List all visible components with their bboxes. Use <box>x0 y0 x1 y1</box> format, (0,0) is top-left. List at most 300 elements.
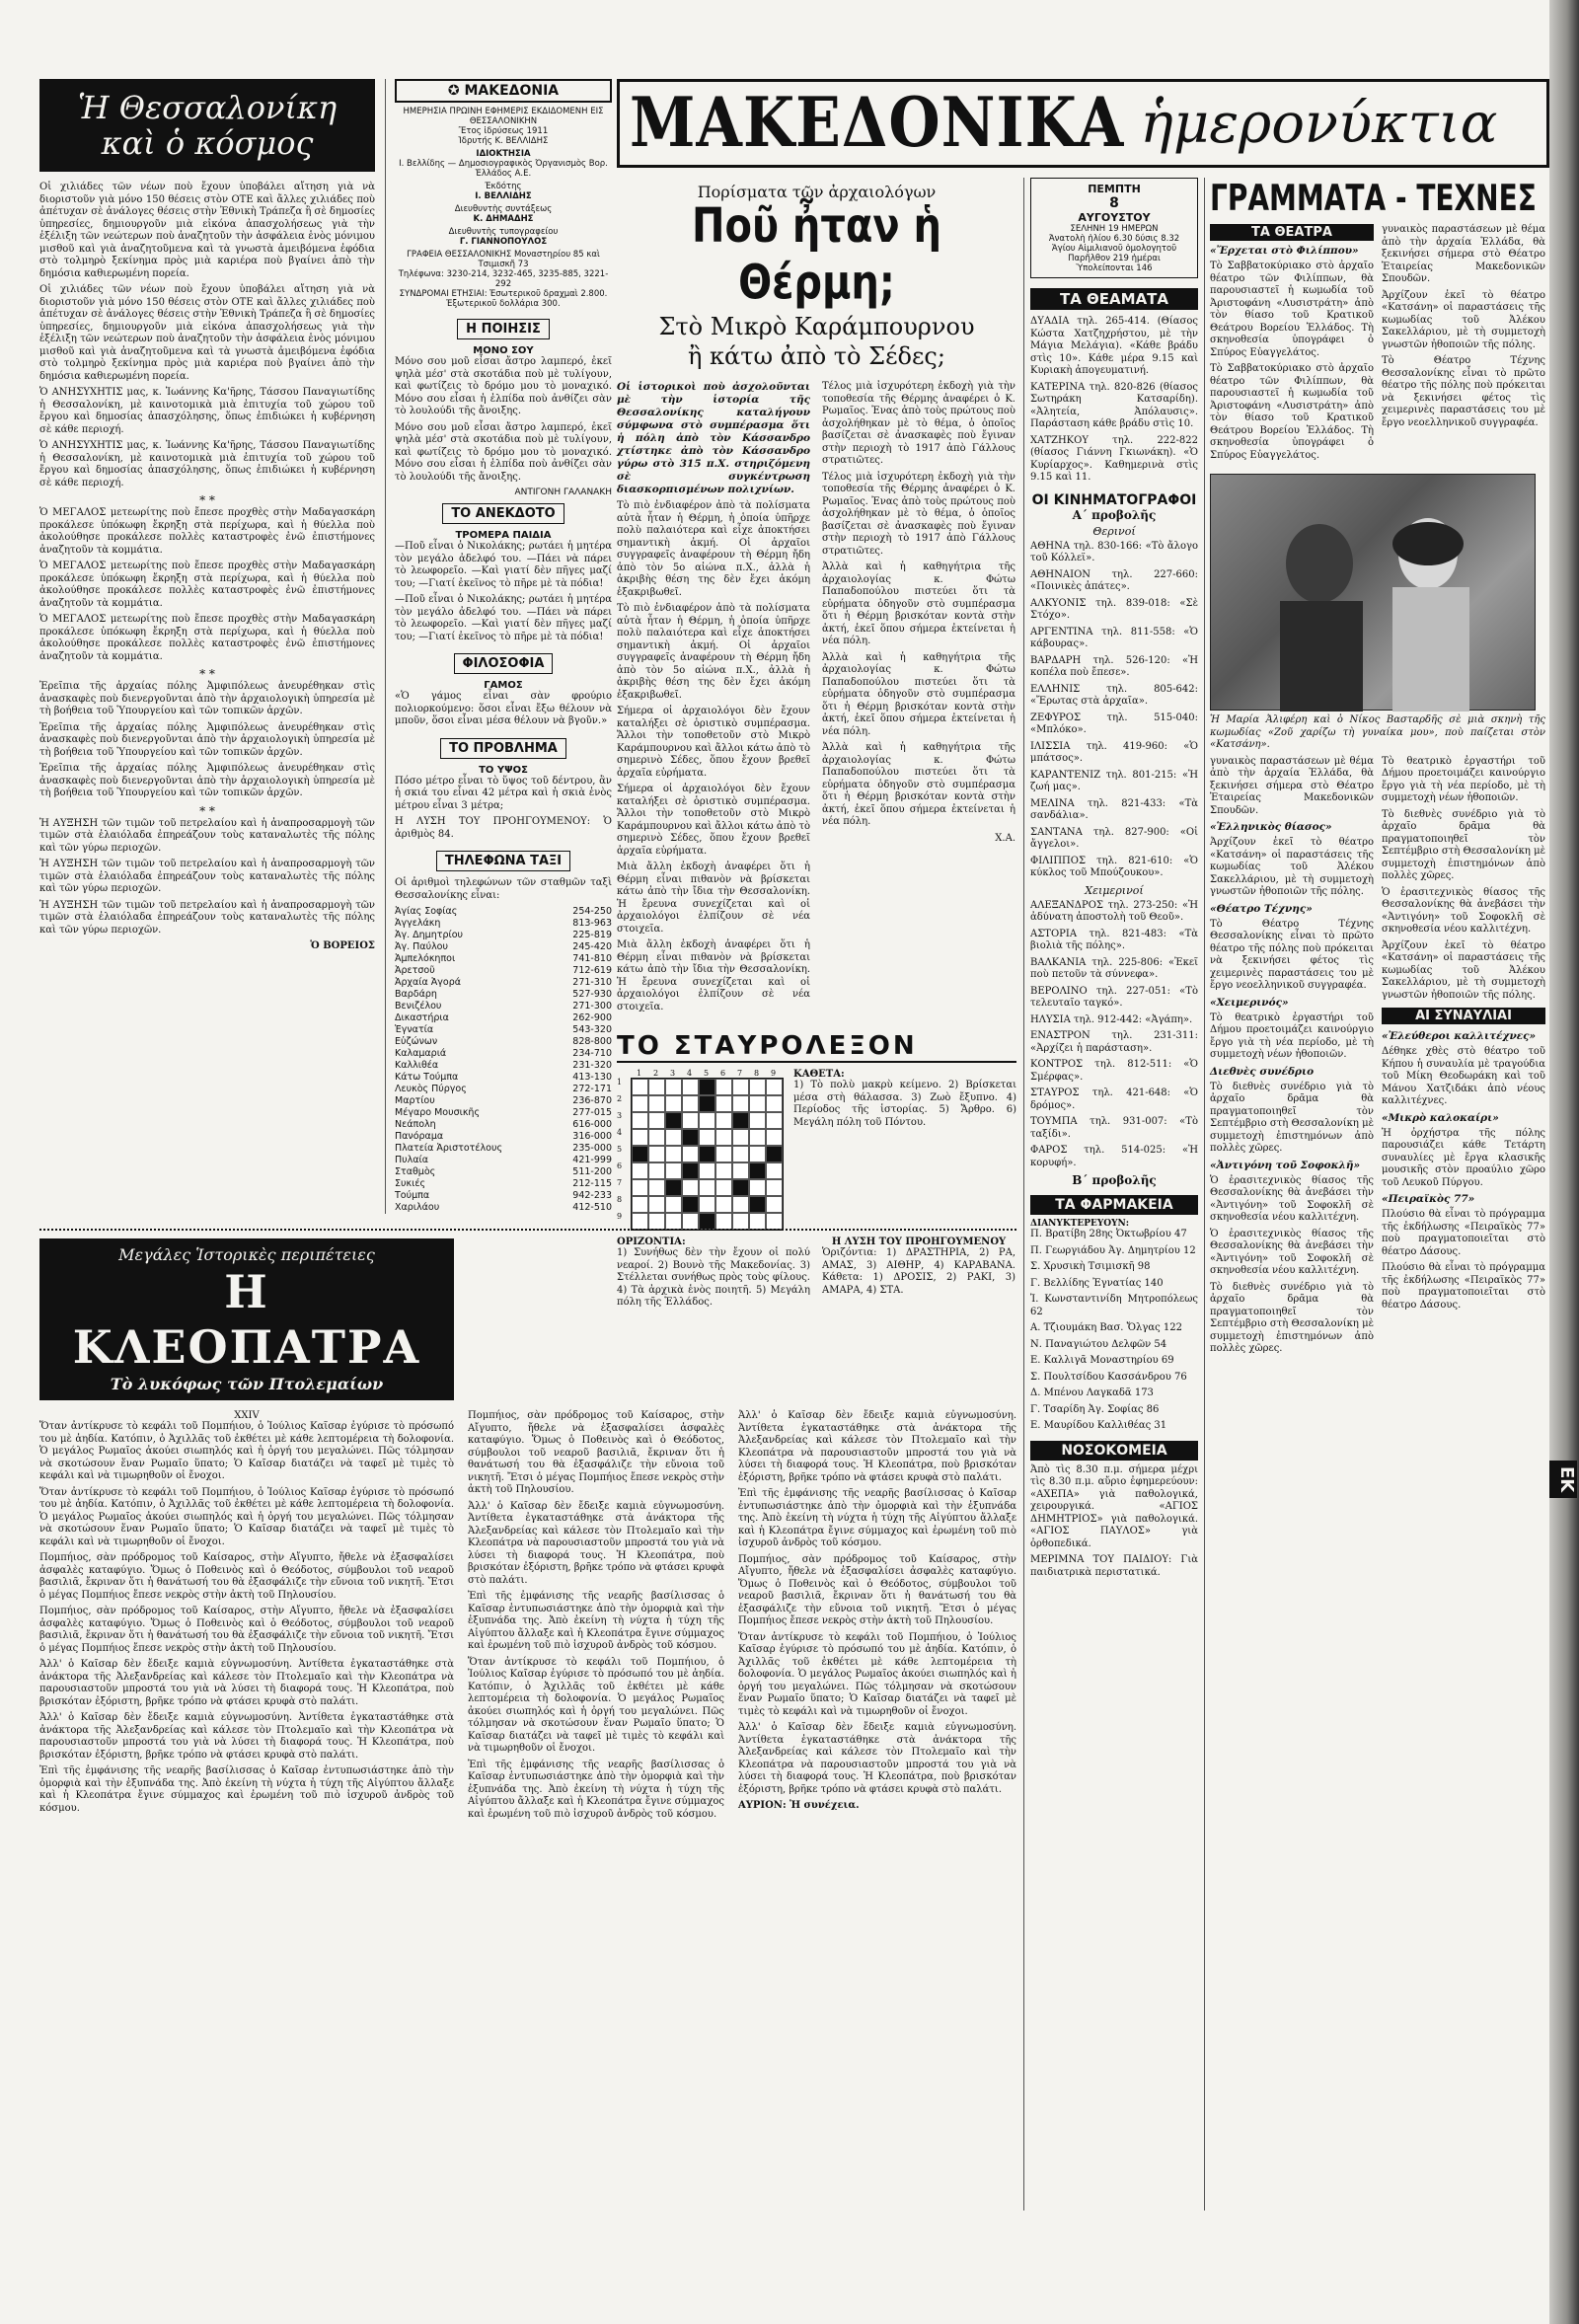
cleopatra-col4c: Ἐπὶ τῆς ἐμφάνισης τῆς νεαρῆς βασίλισσας ὁ Καῖσαρ ἐντυπωσιάστηκε ἀπὸ τὴν ὀμορφιὰ καὶ τὴν ἐξυπνάδα της. Ἀπὸ ἐκείνη τὴ νύχτα ἡ τύχη τῆς Αἰγύπτου ἄλλαξε καὶ ἡ Κλεοπάτρα ἔγινε σύμμαχος καὶ ἐρωμένη τοῦ πιὸ ἰσχυροῦ ἀνδρὸς τοῦ κόσμου. <box>468 1759 724 1820</box>
taxi-station-name: Κάτω Τούμπα <box>395 1072 459 1083</box>
crossword-cell <box>732 1079 749 1095</box>
taxi-station-number: 212-115 <box>572 1178 612 1189</box>
taxi-station-name: Ἀγγελάκη <box>395 918 441 929</box>
crossword-cell <box>699 1179 715 1196</box>
taxi-station-name: Χαριλάου <box>395 1202 440 1213</box>
crossword-cell <box>648 1129 665 1146</box>
divider <box>1204 178 1205 2211</box>
poetry-text: Μόνο σου μοῦ εἶσαι ἄστρο λαμπερό, ἐκεῖ ψηλὰ μέσ' στὰ σκοτάδια ποὺ μὲ τυλίγουν, καὶ φωτίζεις τὸ δρόμο μου τὸ μοναχικό. Μόνο σου εἶσαι ἡ ἐλπίδα ποὺ ἀνθίζει σὰν τὸ λουλούδι τῆς ἄνοιξης. <box>395 356 612 416</box>
typo-label: Διευθυντὴς τυπογραφείου <box>448 227 559 237</box>
letters-text-8: Ἡ ὀρχήστρα τῆς πόλης παρουσιάζει κάθε Τετάρτη συναυλίες μὲ ἔργα κλασικῆς μουσικῆς στὸν προαύλιο χῶρο τοῦ Λευκοῦ Πύργου. <box>1382 1127 1545 1188</box>
elapsed: Παρῆλθον 219 ἡμέραι <box>1068 254 1161 263</box>
offices: ΓΡΑΦΕΙΑ ΘΕΣΣΑΛΟΝΙΚΗΣ Μοναστηρίου 85 καὶ Τσιμισκῆ 73 <box>407 250 600 269</box>
taxi-station-number: 277-015 <box>572 1107 612 1118</box>
taxi-station-number: 413-130 <box>572 1072 612 1083</box>
left-para-1: Οἱ χιλιάδες τῶν νέων ποὺ ἔχουν ὑποβάλει αἴτηση γιὰ νὰ διοριστοῦν γιὰ μόνο 150 θέσεις στὸν ΟΤΕ καὶ ἄλλες χιλιάδες ποὺ ἀπέτυχαν σὲ ἀνάλογες θέσεις στὴν Ἐθνικὴ Τράπεζα ἢ σὲ δημοσίες ὑπηρεσίες, δημιουργοῦν μιὰ εἰκόνα ἀπασχολήσεως γιὰ τὴν ἐξέλιξη τῶν νεώτερων ποὺ ἀναζητοῦν τὴν ἀσφάλεια ἑνὸς μόνιμου μισθοῦ καὶ γιὰ ἀναζητοῦμενα καὶ τὰ γνωστὰ ἀμειβόμενα ἐφόδια στὸ τολμηρὸ ξεκίνημα πρὸς μιὰ καριέρα ποὺ βγαίνει ἀπὸ τὴν δημόσια καθιερωμένη πορεία. <box>39 182 375 279</box>
cinema-listing: ΙΛΙΣΣΙΑ τηλ. 419-960: «Ὁ μπάτσος». <box>1030 740 1198 764</box>
crossword-cell <box>766 1112 783 1129</box>
saint: Ἁγίου Αἰμιλιανοῦ ὁμολογητοῦ <box>1051 244 1177 254</box>
letters-text-2: Ἀρχίζουν ἐκεῖ τὸ θέατρο «Κατσάνη» οἱ παραστάσεις τῆς κωμωδίας τοῦ Ἀλέκου Σακελλάριου, μὲ τὴ συμμετοχὴ γνωστῶν ἠθοποιῶν τῆς πόλης. <box>1382 289 1545 350</box>
cleopatra-col3e: Ἀλλ' ὁ Καῖσαρ δὲν ἔδειξε καμιὰ εὐγνωμοσύνη. Ἀντίθετα ἐγκαταστάθηκε στὰ ἀνάκτορα τῆς Ἀλεξανδρείας καὶ κάλεσε τὸν Πτολεμαῖο καὶ τὴν Κλεοπάτρα νὰ παρουσιαστοῦν μπροστά του γιὰ νὰ λύσει τὴ διαφορά τους. Ἡ Κλεοπάτρα, ποὺ βρισκόταν ἐξόριστη, βρῆκε τρόπο νὰ φτάσει κρυφὰ στὸ παλάτι. <box>738 1722 1016 1795</box>
logo-text: ΜΑΚΕΔΟΝΙΑ <box>464 83 560 99</box>
crossword-cell <box>665 1146 682 1162</box>
crossword-cell <box>682 1112 699 1129</box>
pharmacy-listing: Σ. Πουλτσίδου Κασσάνδρου 76 <box>1030 1371 1187 1383</box>
arch-body-2: Σήμερα οἱ ἀρχαιολόγοι δὲν ἔχουν καταλήξει σὲ ὁριστικὸ συμπέρασμα. Ἄλλοι τὴν τοποθετοῦν στὸ Μικρὸ Καράμπουρνου καὶ ἄλλοι κάτω ἀπὸ τὸ σημερινὸ Σέδες, ὅπου ἔχουν βρεθεῖ ἀρχαῖα εὑρήματα. <box>617 706 810 779</box>
left-title-line1: Ἡ Θεσσαλονίκη <box>77 89 338 126</box>
crossword-black-cell <box>665 1112 682 1129</box>
crossword-cell <box>648 1162 665 1179</box>
winter-cinema-listing: ΒΑΛΚΑΝΙΑ τηλ. 225-806: «Ἐκεῖ ποὺ πετοῦν τὰ σύννεφα». <box>1030 956 1198 980</box>
taxi-station-name: Πυλαία <box>395 1155 429 1165</box>
letters-text-5b: Τὸ διεθνὲς συνέδριο γιὰ τὸ ἀρχαῖο δρᾶμα θὰ πραγματοποιηθεῖ τὸν Σεπτέμβριο στὴ Θεσσαλονίκη μὲ συμμετοχὴ ἐπιστημόνων ἀπὸ πολλὲς χῶρες. <box>1210 1281 1374 1354</box>
crossword-black-cell <box>732 1179 749 1196</box>
taxi-station-name: Μέγαρο Μουσικῆς <box>395 1107 481 1118</box>
taxi-station-name: Ἐγνατία <box>395 1024 434 1035</box>
letters-text-5c: Τὸ διεθνὲς συνέδριο γιὰ τὸ ἀρχαῖο δρᾶμα θὰ πραγματοποιηθεῖ τὸν Σεπτέμβριο στὴ Θεσσαλονίκη μὲ συμμετοχὴ ἐπιστημόνων ἀπὸ πολλὲς χῶρες. <box>1382 808 1545 881</box>
crossword-col-number: 8 <box>753 1069 760 1078</box>
winter-cinema-listing: ΗΛΥΣΙΑ τηλ. 912-442: «Ἀγάπη». <box>1030 1013 1193 1025</box>
crossword-black-cell <box>699 1146 715 1162</box>
taxi-station-name: Ἀρετσοῦ <box>395 965 435 976</box>
crossword-black-cell <box>665 1179 682 1196</box>
taxi-row <box>395 906 612 918</box>
crossword-cell <box>632 1112 648 1129</box>
second-run-label: Β΄ προβολῆς <box>1072 1173 1157 1187</box>
letters-text-3b: Τὸ Θέατρο Τέχνης Θεσσαλονίκης εἶναι τὸ πρῶτο θέατρο τῆς πόλης ποὺ πρόκειται νὰ ξεκινήσει φέτος τὶς χειμερινὲς παραστάσεις του μὲ ἔργο νεοελληνικοῦ συγγραφέα. <box>1210 918 1374 991</box>
taxi-station-name: Πλατεία Ἀριστοτέλους <box>395 1143 503 1154</box>
crossword-cell <box>699 1162 715 1179</box>
letters-theatre-label: ΤΑ ΘΕΑΤΡΑ <box>1210 224 1374 241</box>
taxi-row <box>395 1084 612 1095</box>
arch-headline: Ποῦ ἦταν ἡ Θέρμη; <box>691 198 942 311</box>
letters-text-5: Τὸ διεθνὲς συνέδριο γιὰ τὸ ἀρχαῖο δρᾶμα θὰ πραγματοποιηθεῖ τὸν Σεπτέμβριο στὴ Θεσσαλονίκη μὲ συμμετοχὴ ἐπιστημόνων ἀπὸ πολλὲς χῶρες. <box>1210 1081 1374 1154</box>
taxi-row <box>395 1202 612 1214</box>
winter-cinema-listing: ΦΑΡΟΣ τηλ. 514-025: «Ἡ κορυφή». <box>1030 1145 1198 1168</box>
taxi-station-name: Ἀγίας Σοφίας <box>395 906 458 917</box>
crossword-col-number: 4 <box>686 1069 693 1078</box>
cleopatra-col1c: Ὅταν ἀντίκρυσε τὸ κεφάλι τοῦ Πομπήιου, ὁ Ἰούλιος Καῖσαρ ἐγύρισε τὸ πρόσωπό του μὲ ἀηδία. Κατόπιν, ὁ Ἀχιλλᾶς τοῦ ἐκθέτει μὲ κάθε λεπτομέρεια τὴ δολοφονία. Ὁ μεγάλος Ρωμαῖος ἀκούει σιωπηλός καὶ ἡ ὀργή του μεγαλώνει. Πῶς τόλμησαν νὰ σκοτώσουν ἕναν Ρωμαῖο ὕπατο; Ὁ Καῖσαρ διατάζει νὰ ταφεῖ μὲ τιμὲς τὸ κεφάλι καὶ νὰ τιμωρηθοῦν οἱ ἔνοχοι. <box>468 1656 724 1754</box>
letters-text-4: Τὸ θεατρικὸ ἐργαστήρι τοῦ Δήμου προετοιμάζει καινούργιο ἔργο γιὰ τὴ νέα περίοδο, μὲ τὴ συμμετοχὴ νέων ἠθοποιῶν. <box>1210 1012 1374 1060</box>
letters-arts-column <box>1210 178 1545 2230</box>
weekday: ΠΕΜΠΤΗ <box>1088 183 1141 195</box>
sun: Ἀνατολὴ ἡλίου 6.30 δύσις 8.32 <box>1048 234 1180 244</box>
cinema-listing: ΑΘΗΝΑ τηλ. 830-166: «Τὸ ἄλογο τοῦ Κόλλεϊ». <box>1030 540 1198 563</box>
philosophy-section-label: ΦΙΛΟΣΟΦΙΑ <box>454 653 554 674</box>
cleopatra-title: Η ΚΛΕΟΠΑΤΡΑ <box>72 1265 421 1374</box>
crossword-cell <box>715 1213 732 1230</box>
taxi-station-number: 254-250 <box>572 906 612 917</box>
info-column <box>395 79 612 1224</box>
banner-title-a: ΜΑΚΕΔΟΝΙΚΑ <box>630 83 1125 164</box>
photo-figures-icon <box>1211 475 1537 712</box>
newspaper-logo <box>395 79 612 103</box>
taxi-station-name: Σταθμὸς <box>395 1166 436 1177</box>
arch-body-3: Τέλος μιὰ ἰσχυρότερη ἐκδοχὴ γιὰ τὴν τοποθεσία τῆς Θέρμης ἀναφέρει ὁ Κ. Ρωμαῖος. Ἐνας ἀπὸ τοὺς πρώτους ποὺ ἀσχολήθηκαν μὲ τὸ θέμα, ὁ ὁποῖος βασίζεται σὲ ἀνασκαφὲς ποὺ ἔγιναν στὴν περιοχὴ τὸ 1917 ἀπὸ Γάλλους στρατιῶτες. <box>822 381 1015 466</box>
crossword-cell <box>665 1196 682 1213</box>
crossword-cell <box>766 1079 783 1095</box>
crossword-cell <box>715 1095 732 1112</box>
crossword-cell <box>749 1179 766 1196</box>
crossword-row-number: 1 <box>617 1078 623 1087</box>
crossword-cell <box>648 1112 665 1129</box>
crossword-col-number: 5 <box>703 1069 710 1078</box>
first-run-label: Α΄ προβολῆς <box>1072 507 1157 522</box>
letters-text-1: γυναικὸς παραστάσεων μὲ θέμα ἀπὸ τὴν ἀρχαία Ἑλλάδα, θὰ ξεκινήσει σήμερα στὸ Θέατρο Ἑταιρείας Μακεδονικῶν Σπουδῶν. <box>1382 224 1545 284</box>
poetry-title: ΜΟΝΟ ΣΟΥ <box>473 345 534 356</box>
cleopatra-col1b: Ὅταν ἀντίκρυσε τὸ κεφάλι τοῦ Πομπήιου, ὁ Ἰούλιος Καῖσαρ ἐγύρισε τὸ πρόσωπό του μὲ ἀηδία. Κατόπιν, ὁ Ἀχιλλᾶς τοῦ ἐκθέτει μὲ κάθε λεπτομέρεια τὴ δολοφονία. Ὁ μεγάλος Ρωμαῖος ἀκούει σιωπηλός καὶ ἡ ὀργή του μεγαλώνει. Πῶς τόλμησαν νὰ σκοτώσουν ἕναν Ρωμαῖο ὕπατο; Ὁ Καῖσαρ διατάζει νὰ ταφεῖ μὲ τιμὲς τὸ κεφάλι καὶ νὰ τιμωρηθοῦν οἱ ἔνοχοι. <box>39 1486 454 1547</box>
left-para-5c: Ἡ ΑΥΞΗΣΗ τῶν τιμῶν τοῦ πετρελαίου καὶ ἡ ἀναπροσαρμογὴ τῶν τιμῶν στὰ ἐλαιόλαδα ἐπηρεάζουν τοὺς καταναλωτὲς τῆς πόλης καὶ τῶν γύρω περιοχῶν. <box>39 899 375 936</box>
cleopatra-col2: Πομπήιος, σὰν πρόδρομος τοῦ Καίσαρος, στὴν Αἴγυπτο, ἤθελε νὰ ἐξασφαλίσει ἀσφαλὲς καταφύγιο. Ὅμως ὁ Ποθεινὸς καὶ ὁ Θεόδοτος, σύμβουλοι τοῦ νεαροῦ βασιλιᾶ, ἔκριναν ὅτι ἡ θανάτωσή του θὰ ἐξασφάλιζε τὴν εὔνοια τοῦ νικητῆ. Ἔτσι ὁ μέγας Πομπήιος ἔπεσε νεκρὸς στὴν ἀκτὴ τοῦ Πηλουσίου. <box>39 1552 454 1601</box>
left-para-4b: Ἐρεῖπια τῆς ἀρχαίας πόλης Ἀμφιπόλεως ἀνευρέθηκαν στὶς ἀνασκαφὲς ποὺ διενεργοῦνται ἀπὸ τὴν ἀρχαιολογικὴ ὑπηρεσία μὲ τὴ βοήθεια τοῦ Ὑπουργείου καὶ τῶν τοπικῶν ἀρχῶν. <box>39 721 375 758</box>
taxi-station-number: 262-900 <box>572 1012 612 1023</box>
masthead-sub1: ΗΜΕΡΗΣΙΑ ΠΡΩΙΝΗ ΕΦΗΜΕΡΙΣ ΕΚΔΙΔΟΜΕΝΗ ΕΙΣ ΘΕΣΣΑΛΟΝΙΚΗΝ <box>403 107 604 126</box>
letters-text-9: Πλούσιο θὰ εἶναι τὸ πρόγραμμα τῆς ἐκδήλωσης «Πειραϊκὸς 77» ποὺ πραγματοποιεῖται στὸ θέατρο Δάσους. <box>1382 1209 1545 1257</box>
theatre-listing: ΧΑΤΖΗΚΟΥ τηλ. 222-822 (θίασος Γιάννη Γκιωνάκη). «Ὁ Κυρίαρχος». Καθημερινὰ στὶς 9.15 καὶ 11. <box>1030 434 1198 483</box>
crossword-cell <box>766 1196 783 1213</box>
taxi-station-name: Δικαστήρια <box>395 1012 449 1023</box>
taxi-row <box>395 953 612 965</box>
taxi-station-name: Ἀγ. Παύλου <box>395 941 448 952</box>
taxi-station-number: 316-000 <box>572 1131 612 1142</box>
taxi-row <box>395 1036 612 1048</box>
taxi-list <box>395 906 612 1214</box>
crossword-row-number: 8 <box>617 1195 623 1204</box>
taxi-row <box>395 941 612 953</box>
crossword-cell <box>648 1213 665 1230</box>
winter-cinema-listing: ΑΣΤΟΡΙΑ τηλ. 821-483: «Τὰ βιολιὰ τῆς πόλης». <box>1030 928 1198 951</box>
arch-signature: Χ.Α. <box>995 832 1015 844</box>
philosophy-title: ΓΑΜΟΣ <box>484 680 523 691</box>
crossword-cell <box>732 1146 749 1162</box>
crossword-black-cell <box>682 1162 699 1179</box>
left-title-box <box>39 79 375 172</box>
crossword-cell <box>732 1196 749 1213</box>
cinema-listing: ΕΛΛΗΝΙΣ τηλ. 805-642: «Ἔρωτας στὰ ἀρχαῖα». <box>1030 683 1198 707</box>
crossword-cell <box>665 1162 682 1179</box>
cinema-listing: ΒΑΡΔΑΡΗ τηλ. 526-120: «Ἡ κοπέλα ποὺ ἔπεσε». <box>1030 654 1198 678</box>
crossword-black-cell <box>682 1129 699 1146</box>
poetry-text-2: Μόνο σου μοῦ εἶσαι ἄστρο λαμπερό, ἐκεῖ ψηλὰ μέσ' στὰ σκοτάδια ποὺ μὲ τυλίγουν, καὶ φωτίζεις τὸ δρόμο μου τὸ μοναχικό. Μόνο σου εἶσαι ἡ ἐλπίδα ποὺ ἀνθίζει σὰν τὸ λουλούδι τῆς ἄνοιξης. <box>395 421 612 483</box>
taxi-row <box>395 1048 612 1060</box>
concert-2-head: «Μικρὸ καλοκαίρι» <box>1382 1111 1499 1124</box>
taxi-station-number: 942-233 <box>572 1190 612 1201</box>
crossword-black-cell <box>749 1162 766 1179</box>
anecdote-text: —Ποῦ εἶναι ὁ Νικολάκης; ρωτάει ἡ μητέρα τὸν μεγάλο ἀδελφό του. —Πάει νὰ πάρει τὸ λεωφορεῖο. —Καὶ γιατί δὲν πῆγες μαζί του; —Γιατί ἐκεῖνος τὸ πῆρε μὲ τὰ πόδια! <box>395 541 612 589</box>
theatres-section-label: ΤΑ ΘΕΑΜΑΤΑ <box>1030 288 1198 310</box>
taxi-station-number: 225-819 <box>572 930 612 940</box>
cinema-list <box>1030 541 1198 880</box>
crossword-cell <box>632 1179 648 1196</box>
crossword-cell <box>648 1079 665 1095</box>
date-box <box>1030 178 1198 278</box>
taxi-row <box>395 1072 612 1084</box>
taxi-station-number: 271-300 <box>572 1001 612 1012</box>
taxi-row <box>395 1190 612 1202</box>
crossword-cell <box>632 1196 648 1213</box>
crossword-cell <box>766 1162 783 1179</box>
problem-text: Πόσο μέτρο εἶναι τὸ ὕψος τοῦ δέντρου, ἂν ἡ σκιά του εἶναι 42 μέτρα καὶ ἡ σκιὰ ἑνὸς μέτρου εἶναι 3 μέτρα; <box>395 775 612 811</box>
crossword-cell <box>648 1179 665 1196</box>
cleopatra-col3: Ἀλλ' ὁ Καῖσαρ δὲν ἔδειξε καμιὰ εὐγνωμοσύνη. Ἀντίθετα ἐγκαταστάθηκε στὰ ἀνάκτορα τῆς Ἀλεξανδρείας καὶ κάλεσε τὸν Πτολεμαῖο καὶ τὴν Κλεοπάτρα νὰ παρουσιαστοῦν μπροστά του γιὰ νὰ λύσει τὴ διαφορά τους. Ἡ Κλεοπάτρα, ποὺ βρισκόταν ἐξόριστη, βρῆκε τρόπο νὰ φτάσει κρυφὰ στὸ παλάτι. <box>39 1659 454 1707</box>
month: ΑΥΓΟΥΣΤΟΥ <box>1078 211 1151 224</box>
arch-body-5: Μιὰ ἄλλη ἐκδοχὴ ἀναφέρει ὅτι ἡ Θέρμη εἶναι πιθανὸν νὰ βρίσκεται κάτω ἀπὸ τὴν ἴδια τὴν Θεσσαλονίκη. Ἡ ἔρευνα συνεχίζεται καὶ οἱ ἀρχαιολόγοι ἐλπίζουν σὲ νέα στοιχεῖα. <box>617 862 810 935</box>
letters-text-4b: Τὸ θεατρικὸ ἐργαστήρι τοῦ Δήμου προετοιμάζει καινούργιο ἔργο γιὰ τὴ νέα περίοδο, μὲ τὴ συμμετοχὴ νέων ἠθοποιῶν. <box>1382 755 1545 803</box>
pharmacy-list <box>1030 1229 1198 1433</box>
taxi-row <box>395 1119 612 1131</box>
theatre-list <box>1030 316 1198 485</box>
crossword-grid <box>631 1078 784 1231</box>
theatre-listing: ΔΥΑΔΙΑ τηλ. 265-414. (Θίασος Κώστα Χατζηχρήστου, μὲ τὴν Μάγια Μελάγια). «Κάθε βράδυ στὶς 10». Κάθε μέρα 9.15 καὶ Κυριακὴ ἀπογευματινή. <box>1030 316 1198 376</box>
crossword-row-number: 2 <box>617 1094 623 1103</box>
winter-cinema-list <box>1030 900 1198 1170</box>
taxi-row <box>395 989 612 1001</box>
crossword-col-number: 2 <box>652 1069 659 1078</box>
arch-subhead-2: ἢ κάτω ἀπὸ τὸ Σέδες; <box>688 342 945 370</box>
crossword-row-number: 9 <box>617 1212 623 1221</box>
crossword-cell <box>699 1112 715 1129</box>
crossword-cell <box>715 1162 732 1179</box>
arch-kicker: Πορίσματα τῶν ἀρχαιολόγων <box>697 183 937 201</box>
remaining: Ὑπολείπονται 146 <box>1076 263 1153 273</box>
crossword-cell <box>665 1095 682 1112</box>
crossword-cell <box>732 1213 749 1230</box>
crossword-cell <box>749 1095 766 1112</box>
letters-text-6: Ὁ ἐρασιτεχνικὸς θίασος τῆς Θεσσαλονίκης θὰ ἀνεβάσει τὴν «Ἀντιγόνη» τοῦ Σοφοκλῆ σὲ σκηνοθεσία νέου καλλιτέχνη. <box>1210 1174 1374 1223</box>
taxi-row <box>395 918 612 930</box>
anecdote-section-label: ΤΟ ΑΝΕΚΔΟΤΟ <box>442 503 564 524</box>
crossword-cell <box>766 1213 783 1230</box>
top-banner <box>617 79 1549 168</box>
poetry-author: ΑΝΤΙΓΟΝΗ ΓΑΛΑΝΑΚΗ <box>514 487 612 497</box>
letters-text-2b: Ἀρχίζουν ἐκεῖ τὸ θέατρο «Κατσάνη» οἱ παραστάσεις τῆς κωμωδίας τοῦ Ἀλέκου Σακελλάριου, μὲ τὴ συμμετοχὴ γνωστῶν ἠθοποιῶν τῆς πόλης. <box>1210 837 1374 897</box>
left-para-2: Ὁ ΑΝΗΣΥΧΗΤΙΣ μας, κ. Ἰωάννης Κα'ῆρης, Τάσσου Παναγιωτίδης ἡ Θεσσαλονίκη, μὲ καινοτομικὰ μιὰ ἐπιτυχία τοῦ χώρου τοῦ ἔργου καὶ δημοσίας ἀπασχόλησης, ὅπως ἐπιδιώκει ἡ κυβέρνηση σὲ κάθε περιοχή. <box>39 387 375 435</box>
crossword-across-label: ΟΡΙΖΟΝΤΙΑ: <box>617 1237 686 1247</box>
taxi-station-name: Νεάπολη <box>395 1119 436 1130</box>
crossword-across: 1) Συνήθως δὲν τὴν ἔχουν οἱ πολύ νεαροί. 2) Βουνὸ τῆς Μακεδονίας. 3) Στέλλεται συνήθως πρὸς τοὺς φίλους. 4) Τὰ ἀρχικὰ ἑνὸς ποιητῆ. 5) Μεγάλη πόλη τῆς Ἑλλάδος. <box>617 1247 810 1308</box>
letters-intro: Τὸ Σαββατοκύριακο στὸ ἀρχαῖο θέατρο τῶν Φιλίππων, θὰ παρουσιαστεῖ ἡ κωμωδία τοῦ Ἀριστοφάνη «Λυσιστράτη» ἀπὸ τὸν θίασο τοῦ Κρατικοῦ Θεάτρου Βορείου Ἑλλάδος. Τὴ σκηνοθεσία ὑπογράφει ὁ Σπύρος Εὐαγγελάτος. <box>1210 261 1374 358</box>
taxi-row <box>395 1107 612 1119</box>
taxi-row <box>395 1024 612 1036</box>
letters-text-9b: Πλούσιο θὰ εἶναι τὸ πρόγραμμα τῆς ἐκδήλωσης «Πειραϊκὸς 77» ποὺ πραγματοποιεῖται στὸ θέατρο Δάσους. <box>1382 1262 1545 1311</box>
letters-intro-2: Τὸ Σαββατοκύριακο στὸ ἀρχαῖο θέατρο τῶν Φιλίππων, θὰ παρουσιαστεῖ ἡ κωμωδία τοῦ Ἀριστοφάνη «Λυσιστράτη» ἀπὸ τὸν θίασο τοῦ Κρατικοῦ Θεάτρου Βορείου Ἑλλάδος. Τὴ σκηνοθεσία ὑπογράφει ὁ Σπύρος Εὐαγγελάτος. <box>1210 363 1374 461</box>
hospitals-text: Ἀπὸ τὶς 8.30 π.μ. σήμερα μέχρι τὶς 8.30 π.μ. αὔριο ἐφημερεύουν: «ΑΧΕΠΑ» γιὰ παθολογικά, χειρουργικά. «ΑΓΙΟΣ ΔΗΜΗΤΡΙΟΣ» γιὰ παθολογικά. «ΑΓΙΟΣ ΠΑΥΛΟΣ» γιὰ ὀρθοπεδικά. <box>1030 1463 1198 1549</box>
crossword-black-cell <box>766 1146 783 1162</box>
crossword-col-number: 9 <box>770 1069 777 1078</box>
crossword-cell <box>766 1179 783 1196</box>
cinema-listing: ΑΡΓΕΝΤΙΝΑ τηλ. 811-558: «Ὁ κάβουρας». <box>1030 626 1198 649</box>
crossword-row-numbers <box>617 1078 631 1231</box>
letters-text-2c: Ἀρχίζουν ἐκεῖ τὸ θέατρο «Κατσάνη» οἱ παραστάσεις τῆς κωμωδίας τοῦ Ἀλέκου Σακελλάριου, μὲ τὴ συμμετοχὴ γνωστῶν ἠθοποιῶν τῆς πόλης. <box>1382 939 1545 1001</box>
taxi-row <box>395 1178 612 1190</box>
taxi-station-name: Μαρτίου <box>395 1095 435 1106</box>
taxi-station-name: Συκιές <box>395 1178 426 1189</box>
cinema-listing: ΑΛΚΥΟΝΙΣ τηλ. 839-018: «Σὲ Στόχο». <box>1030 597 1198 621</box>
crossword-black-cell <box>682 1196 699 1213</box>
taxi-row <box>395 1131 612 1143</box>
cleopatra-col1d: Ὅταν ἀντίκρυσε τὸ κεφάλι τοῦ Πομπήιου, ὁ Ἰούλιος Καῖσαρ ἐγύρισε τὸ πρόσωπό του μὲ ἀηδία. Κατόπιν, ὁ Ἀχιλλᾶς τοῦ ἐκθέτει μὲ κάθε λεπτομέρεια τὴ δολοφονία. Ὁ μεγάλος Ρωμαῖος ἀκούει σιωπηλός καὶ ἡ ὀργή του μεγαλώνει. Πῶς τόλμησαν νὰ σκοτώσουν ἕναν Ρωμαῖο ὕπατο; Ὁ Καῖσαρ διατάζει νὰ ταφεῖ μὲ τιμὲς τὸ κεφάλι καὶ νὰ τιμωρηθοῦν οἱ ἔνοχοι. <box>738 1631 1016 1717</box>
problem-answer: Η ΛΥΣΗ ΤΟΥ ΠΡΟΗΓΟΥΜΕΝΟΥ: Ὁ ἀριθμὸς 84. <box>395 816 612 840</box>
crossword-cell <box>749 1079 766 1095</box>
taxi-station-number: 272-171 <box>572 1084 612 1094</box>
taxi-station-name: Ἀρχαία Ἀγορά <box>395 977 462 988</box>
crossword-cell <box>682 1213 699 1230</box>
crossword-black-cell <box>699 1095 715 1112</box>
letters-text-7: Δέθηκε χθὲς στὸ θέατρο τοῦ Κήπου ἡ συναυλία μὲ τραγούδια τοῦ Μίκη Θεοδωράκη καὶ τοῦ Μάνου Χατζιδάκι ἀπὸ νέους καλλιτέχνες. <box>1382 1046 1545 1106</box>
taxi-station-number: 527-930 <box>572 989 612 1000</box>
letters-text-6b: Ὁ ἐρασιτεχνικὸς θίασος τῆς Θεσσαλονίκης θὰ ἀνεβάσει τὴν «Ἀντιγόνη» τοῦ Σοφοκλῆ σὲ σκηνοθεσία νέου καλλιτέχνη. <box>1210 1228 1374 1276</box>
taxi-row <box>395 977 612 989</box>
divider <box>385 79 386 1214</box>
arch-body-1: Τὸ πιὸ ἐνδιαφέρον ἀπὸ τὰ πολίσματα αὐτὰ ἦταν ἡ Θέρμη, ἡ ὁποία ὑπῆρχε πολὺ παλαιότερα καὶ εἶχε ἀποκτήσει σημαντικὴ ἀκμή. Οἱ ἀρχαῖοι συγγραφεῖς ἀναφέρουν τὴ Θέρμη ἤδη ἀπὸ τὸν 5ο αἰώνα π.Χ., ἀλλὰ ἡ ἀκριβὴς θέση της δὲν ἔχει ἀκόμη ἐξακριβωθεῖ. <box>617 500 810 598</box>
taxi-station-number: 412-510 <box>572 1202 612 1213</box>
taxi-row <box>395 1060 612 1072</box>
owner-label: ΙΔΙΟΚΤΗΣΙΑ <box>476 149 531 159</box>
letters-text-6c: Ὁ ἐρασιτεχνικὸς θίασος τῆς Θεσσαλονίκης θὰ ἀνεβάσει τὴν «Ἀντιγόνη» τοῦ Σοφοκλῆ σὲ σκηνοθεσία νέου καλλιτέχνη. <box>1382 886 1545 935</box>
crossword-cell <box>665 1213 682 1230</box>
cleopatra-serial <box>39 1238 1016 2225</box>
crossword-cell <box>766 1095 783 1112</box>
theatre-listing: ΚΑΤΕΡΙΝΑ τηλ. 820-826 (θίασος Σωτηράκη Κατσαρίδη). «Ἀλητεία, Ἀπόλαυσις». Παράσταση κάθε βράδυ στὶς 10. <box>1030 381 1198 429</box>
divider <box>1023 178 1024 2211</box>
philosophy-text: «Ὁ γάμος εἶναι σὰν φρούριο πολιορκούμενο: ὅσοι εἶναι ἔξω θέλουν νὰ μποῦν, ὅσοι εἶναι μέσα θέλουν νὰ βγοῦν.» <box>395 691 612 726</box>
theatre-photo <box>1210 474 1536 711</box>
crossword-cell <box>715 1112 732 1129</box>
separator-stars-2: * * <box>199 667 215 681</box>
taxi-station-name: Ἀμπελόκηποι <box>395 953 456 964</box>
pharmacy-listing: Γ. Βελλίδης Ἐγνατίας 140 <box>1030 1277 1164 1289</box>
director: Κ. ΔΗΜΑΔΗΣ <box>473 214 534 224</box>
crossword-cell <box>682 1146 699 1162</box>
crossword-cell <box>699 1129 715 1146</box>
hospitals-section-label: ΝΟΣΟΚΟΜΕΙΑ <box>1030 1441 1198 1461</box>
winter-cinema-listing: ΣΤΑΥΡΟΣ τηλ. 421-648: «Ὁ δρόμος». <box>1030 1087 1198 1111</box>
left-para-1b: Οἱ χιλιάδες τῶν νέων ποὺ ἔχουν ὑποβάλει αἴτηση γιὰ νὰ διοριστοῦν γιὰ μόνο 150 θέσεις στὸν ΟΤΕ καὶ ἄλλες χιλιάδες ποὺ ἀπέτυχαν σὲ ἀνάλογες θέσεις στὴν Ἐθνικὴ Τράπεζα ἢ σὲ δημοσίες ὑπηρεσίες, δημιουργοῦν μιὰ εἰκόνα ἀπασχολήσεως γιὰ τὴν ἐξέλιξη τῶν νεώτερων ποὺ ἀναζητοῦν τὴν ἀσφάλεια ἑνὸς μόνιμου μισθοῦ καὶ γιὰ ἀναζητοῦμενα καὶ τὰ γνωστὰ ἀμειβόμενα ἐφόδια στὸ τολμηρὸ ξεκίνημα πρὸς μιὰ καριέρα ποὺ βγαίνει ἀπὸ τὴν δημόσια καθιερωμένη πορεία. <box>39 284 375 382</box>
anecdote-title: ΤΡΟΜΕΡΑ ΠΑΙΔΙΑ <box>455 530 552 541</box>
arch-body-5b: Μιὰ ἄλλη ἐκδοχὴ ἀναφέρει ὅτι ἡ Θέρμη εἶναι πιθανὸν νὰ βρίσκεται κάτω ἀπὸ τὴν ἴδια τὴν Θεσσαλονίκη. Ἡ ἔρευνα συνεχίζεται καὶ οἱ ἀρχαιολόγοι ἐλπίζουν σὲ νέα στοιχεῖα. <box>617 939 810 1012</box>
taxi-station-name: Βενιζέλου <box>395 1001 442 1012</box>
taxi-station-number: 236-870 <box>572 1095 612 1106</box>
left-para-5b: Ἡ ΑΥΞΗΣΗ τῶν τιμῶν τοῦ πετρελαίου καὶ ἡ ἀναπροσαρμογὴ τῶν τιμῶν στὰ ἐλαιόλαδα ἐπηρεάζουν τοὺς καταναλωτὲς τῆς πόλης καὶ τῶν γύρω περιοχῶν. <box>39 859 375 894</box>
taxi-station-name: Τούμπα <box>395 1190 430 1201</box>
cinema-listing: ΚΑΡΑΝΤΕΝΙΖ τηλ. 801-215: «Ἡ ζωή μας». <box>1030 769 1198 792</box>
subscriptions: ΣΥΝΔΡΟΜΑΙ ΕΤΗΣΙΑΙ: Ἐσωτερικοῦ δραχμαὶ 2.800. Ἐξωτερικοῦ δολλάρια 300. <box>399 289 608 309</box>
concert-1-head: «Ἐλεύθεροι καλλιτέχνες» <box>1382 1030 1537 1042</box>
cleopatra-col3b: Ἀλλ' ὁ Καῖσαρ δὲν ἔδειξε καμιὰ εὐγνωμοσύνη. Ἀντίθετα ἐγκαταστάθηκε στὰ ἀνάκτορα τῆς Ἀλεξανδρείας καὶ κάλεσε τὸν Πτολεμαῖο καὶ τὴν Κλεοπάτρα νὰ παρουσιαστοῦν μπροστά του γιὰ νὰ λύσει τὴ διαφορά τους. Ἡ Κλεοπάτρα, ποὺ βρισκόταν ἐξόριστη, βρῆκε τρόπο νὰ φτάσει κρυφὰ στὸ παλάτι. <box>39 1712 454 1761</box>
crossword-title: ΤΟ ΣΤΑΥΡΟΛΕΞΟΝ <box>617 1031 1016 1063</box>
taxi-station-name: Εὐζώνων <box>395 1036 438 1047</box>
cleopatra-col2b: Πομπήιος, σὰν πρόδρομος τοῦ Καίσαρος, στὴν Αἴγυπτο, ἤθελε νὰ ἐξασφαλίσει ἀσφαλὲς καταφύγιο. Ὅμως ὁ Ποθεινὸς καὶ ὁ Θεόδοτος, σύμβουλοι τοῦ νεαροῦ βασιλιᾶ, ἔκριναν ὅτι ἡ θανάτωσή του θὰ ἐξασφάλιζε τὴν εὔνοια τοῦ νικητῆ. Ἔτσι ὁ μέγας Πομπήιος ἔπεσε νεκρὸς στὴν ἀκτὴ τοῦ Πηλουσίου. <box>39 1606 454 1654</box>
pharmacy-listing: Α. Τζιουμάκη Βασ. Ὄλγας 122 <box>1030 1322 1182 1333</box>
pharmacies-section-label: ΤΑ ΦΑΡΜΑΚΕΙΑ <box>1030 1195 1198 1215</box>
taxi-row <box>395 1095 612 1107</box>
pharmacy-listing: Π. Βρατίβη 28ης Ὀκτωβρίου 47 <box>1030 1229 1187 1239</box>
crossword-col-number: 1 <box>636 1069 642 1078</box>
crossword-cell <box>749 1129 766 1146</box>
separator-stars-3: * * <box>199 803 215 818</box>
taxi-station-number: 271-310 <box>572 977 612 988</box>
archaeology-article <box>617 183 1016 1308</box>
crossword-cell <box>665 1079 682 1095</box>
theatre-texnis-head: «Θέατρο Τέχνης» <box>1210 902 1313 915</box>
left-para-3: Ὁ ΜΕΓΑΛΟΣ μετεωρίτης ποὺ ἔπεσε προχθὲς στὴν Μαδαγασκάρη προκάλεσε ὑπόκωφη ἔκρηξη στὰ περίχωρα, καὶ ἡ θύελλα ποὺ ἀκολούθησε προκάλεσε πολλὲς καταστροφὲς ἐνῶ ἐπιστήμονες ἀναζητοῦν τὰ κομμάτια. <box>39 507 375 556</box>
crossword-cell <box>732 1129 749 1146</box>
cinema-listing: ΦΙΛΙΠΠΟΣ τηλ. 821-610: «Ὁ κύκλος τοῦ Μπούζουκου». <box>1030 855 1198 878</box>
arch-lead: Οἱ ἱστορικοὶ ποὺ ἀσχολοῦνται μὲ τὴν ἱστορία τῆς Θεσσαλονίκης καταλήγουν σύμφωνα στὸ συμπέρασμα ὅτι ἡ πόλη ἀπὸ τὸν Κάσσανδρο χτίστηκε ἀπὸ τὸν Κάσσανδρο γύρω στὸ 315 π.Χ. στηριζόμενη σὲ συγκέντρωση διασκορπισμένων πολιχνίων. <box>617 381 810 495</box>
left-para-3c: Ὁ ΜΕΓΑΛΟΣ μετεωρίτης ποὺ ἔπεσε προχθὲς στὴν Μαδαγασκάρη προκάλεσε ὑπόκωφη ἔκρηξη στὰ περίχωρα, καὶ ἡ θύελλα ποὺ ἀκολούθησε προκάλεσε πολλὲς καταστροφὲς ἐνῶ ἐπιστήμονες ἀναζητοῦν τὰ κομμάτια. <box>39 614 375 662</box>
crossword-cell <box>699 1196 715 1213</box>
crossword-row-number: 7 <box>617 1178 623 1187</box>
taxi-station-name: Καλλιθέα <box>395 1060 439 1071</box>
sophocles-head: «Ἀντιγόνη τοῦ Σοφοκλῆ» <box>1210 1159 1361 1171</box>
cleopatra-continued: ΑΥΡΙΟΝ: Ἡ συνέχεια. <box>738 1800 860 1811</box>
taxi-station-name: Πανόραμα <box>395 1131 444 1142</box>
arch-body-4: Ἀλλὰ καὶ ἡ καθηγήτρια τῆς ἀρχαιολογίας κ. Φώτω Παπαδοπούλου πιστεύει ὅτι τὰ εὑρήματα ὁδηγοῦν στὸ συμπέρασμα ὅτι ἡ Θέρμη βρισκόταν κοντὰ στὴν ἀκτή, ἐκεῖ ὅπου σήμερα ἐκτείνεται ἡ νέα πόλη. <box>822 562 1015 646</box>
cinema-listing: ΣΑΝΤΑΝΑ τηλ. 827-900: «Οἱ ἄγγελοι». <box>1030 826 1198 850</box>
left-para-2b: Ὁ ΑΝΗΣΥΧΗΤΙΣ μας, κ. Ἰωάννης Κα'ῆρης, Τάσσου Παναγιωτίδης ἡ Θεσσαλονίκη, μὲ καινοτομικὰ μιὰ ἐπιτυχία τοῦ χώρου τοῦ ἔργου καὶ δημοσίας ἀπασχόλησης, ὅπως ἐπιδιώκει ἡ κυβέρνηση σὲ κάθε περιοχή. <box>39 440 375 488</box>
crossword-cell <box>715 1196 732 1213</box>
phones: Τηλέφωνα: 3230-214, 3232-465, 3235-885, 3221-292 <box>398 269 609 289</box>
taxi-row <box>395 930 612 941</box>
winter-cinema-listing: ΚΟΝΤΡΟΣ τηλ. 812-511: «Ὁ Σμέρφας». <box>1030 1059 1198 1083</box>
divider <box>39 1229 1016 1231</box>
xeimerinos-head: «Χειμερινός» <box>1210 996 1289 1009</box>
listings-column <box>1030 178 1198 2230</box>
crossword-cell <box>749 1146 766 1162</box>
taxi-station-number: 511-200 <box>572 1166 612 1177</box>
crossword-black-cell <box>699 1079 715 1095</box>
greek-theatre-head: «Ἑλληνικὸς θίασος» <box>1210 821 1332 833</box>
crossword-cell <box>682 1179 699 1196</box>
cinema-listing: ΜΕΛΙΝΑ τηλ. 821-433: «Τὰ σανδάλια». <box>1030 797 1198 821</box>
taxi-row <box>395 1166 612 1178</box>
hospitals-night: ΜΕΡΙΜΝΑ ΤΟΥ ΠΑΙΔΙΟΥ: Γιὰ παιδιατρικὰ περιστατικά. <box>1030 1554 1198 1578</box>
crossword-cell <box>632 1162 648 1179</box>
winter-cinema-listing: ΕΝΑΣΤΡΟΝ τηλ. 231-311: «Ἀρχίζει ἡ παράσταση». <box>1030 1030 1198 1054</box>
taxi-section-label: ΤΗΛΕΦΩΝΑ ΤΑΞΙ <box>436 851 570 871</box>
cinema-listing: ΖΕΦΥΡΟΣ τηλ. 515-040: «Μπλόκο». <box>1030 712 1198 735</box>
cleopatra-col1: Ὅταν ἀντίκρυσε τὸ κεφάλι τοῦ Πομπήιου, ὁ Ἰούλιος Καῖσαρ ἐγύρισε τὸ πρόσωπό του μὲ ἀηδία. Κατόπιν, ὁ Ἀχιλλᾶς τοῦ ἐκθέτει μὲ κάθε λεπτομέρεια τὴ δολοφονία. Ὁ μεγάλος Ρωμαῖος ἀκούει σιωπηλός καὶ ἡ ὀργή του μεγαλώνει. Πῶς τόλμησαν νὰ σκοτώσουν ἕναν Ρωμαῖο ὕπατο; Ὁ Καῖσαρ διατάζει νὰ ταφεῖ μὲ τιμὲς τὸ κεφάλι καὶ νὰ τιμωρηθοῦν οἱ ἔνοχοι. <box>39 1421 454 1481</box>
taxi-station-number: 741-810 <box>572 953 612 964</box>
director-label: Διευθυντὴς συντάξεως <box>454 204 553 214</box>
taxi-station-name: Ἀγ. Δημητρίου <box>395 930 464 940</box>
crossword-cell <box>715 1146 732 1162</box>
crossword-answer-label: Η ΛΥΣΗ ΤΟΥ ΠΡΟΗΓΟΥΜΕΝΟΥ <box>831 1237 1007 1247</box>
banner-title-b: ἡμερονύκτια <box>1140 91 1498 156</box>
pharmacy-listing: Γ. Τσαρίδη Ἀγ. Σοφίας 86 <box>1030 1403 1160 1415</box>
cleopatra-kicker: Μεγάλες Ἱστορικὲς περιπέτειες <box>118 1245 375 1264</box>
crossword-black-cell <box>632 1146 648 1162</box>
pharmacy-listing: Ν. Παναγιώτου Δελφῶν 54 <box>1030 1338 1167 1350</box>
pharmacy-listing: Ε. Μαυρίδου Καλλιθέας 31 <box>1030 1420 1167 1431</box>
masthead-sub2: Ἔτος ἱδρύσεως 1911 <box>458 126 549 136</box>
separator-stars: * * <box>199 493 215 507</box>
moon: ΣΕΛΗΝΗ 19 ΗΜΕΡΩΝ <box>1070 224 1159 234</box>
far-right-heading: ΕΚ <box>1549 1461 1577 1498</box>
crossword-cell <box>749 1112 766 1129</box>
crossword-row-number: 4 <box>617 1128 623 1137</box>
letters-text-3: Τὸ Θέατρο Τέχνης Θεσσαλονίκης εἶναι τὸ πρῶτο θέατρο τῆς πόλης ποὺ πρόκειται νὰ ξεκινήσει φέτος τὶς χειμερινὲς παραστάσεις του μὲ ἔργο νεοελληνικοῦ συγγραφέα. <box>1382 355 1545 428</box>
pharmacies-label: ΔΙΑΝΥΚΤΕΡΕΥΟΥΝ: <box>1030 1219 1130 1229</box>
taxi-station-number: 828-800 <box>572 1036 612 1047</box>
cleopatra-chapter: ΧΧIV <box>234 1410 260 1421</box>
taxi-station-name: Βαρδάρη <box>395 989 437 1000</box>
crossword-cell <box>682 1079 699 1095</box>
crossword-cell <box>749 1213 766 1230</box>
arch-body-4c: Ἀλλὰ καὶ ἡ καθηγήτρια τῆς ἀρχαιολογίας κ. Φώτω Παπαδοπούλου πιστεύει ὅτι τὰ εὑρήματα ὁδηγοῦν στὸ συμπέρασμα ὅτι ἡ Θέρμη βρισκόταν κοντὰ στὴν ἀκτή, ἐκεῖ ὅπου σήμερα ἐκτείνεται ἡ νέα πόλη. <box>822 742 1015 827</box>
crossword-cell <box>632 1129 648 1146</box>
taxi-row <box>395 1001 612 1012</box>
